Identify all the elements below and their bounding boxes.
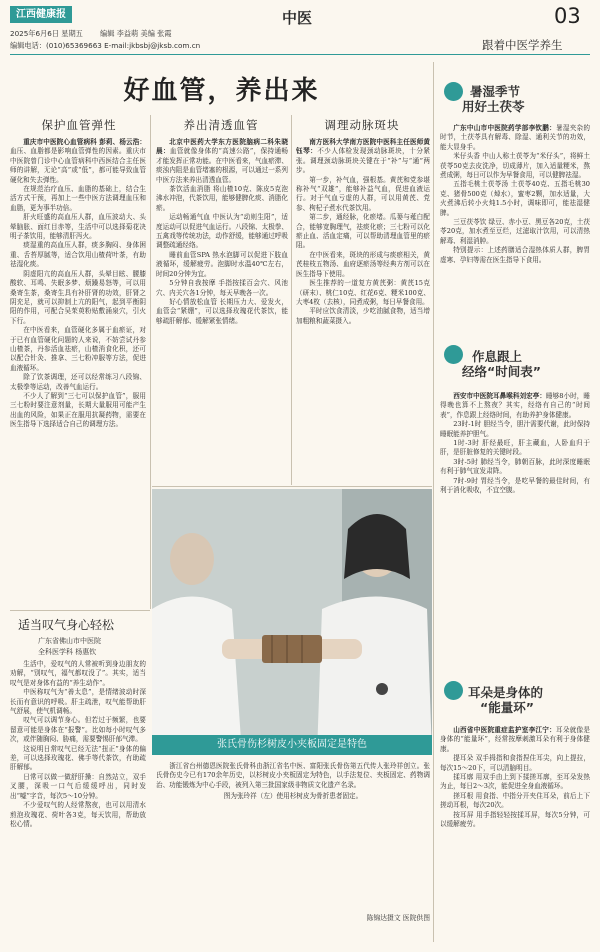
sec1-body: [440, 124, 590, 326]
paragraph: 血管就像身体的“高速公路”，保持通畅才能发挥正常功能。在中医看来，气血瘀滞、痰浊内阻是血管堵塞的根源，可以通过一系列中医方法来养出清透血管。: [156, 147, 288, 184]
paragraph: 睡够8小时，睡得晚也算不上熬夜？其实，经络有自己的“时间表”，作息跟上经络时间，有助养护身体健康。: [440, 392, 590, 419]
paragraph: 特别提示：上述药膳适合湿热体质人群，脾胃虚寒、孕妇等需在医生指导下食用。: [440, 246, 590, 264]
paragraph: 睡前血管SPA 热水泡脚可以促进下肢血液循环，缓解疲劳。泡脚时水温40℃左右，时间20分钟为宜。: [156, 250, 288, 278]
sec1-title-line2: 用好土茯苓: [462, 99, 525, 114]
paragraph: 医生推荐的一道复方黄芪粥：黄芪15克（研末）、桃仁10克、红花6克、粳米100克、大枣4枚（去核），同煮成粥，每日早餐食用。: [296, 279, 430, 306]
hotline: 编辑电话：(010)65369663 E-mail:jkbsbj@jksb.com.cn: [10, 41, 201, 50]
paragraph: 不少人体检发现颈动脉斑块，十分紧张。调理颈动脉斑块关键在于“补”与“通”两步。: [296, 147, 430, 175]
paragraph: 在中医看来，血管硬化多属于血瘀证，对于已有血管硬化问题的人来说，不妨尝试丹参山楂茶，丹参活血祛瘀，山楂消食化积，还可以配合针灸、推拿、三七粉冲服等方法，促进血液循环。: [10, 326, 146, 372]
divider: [291, 115, 292, 485]
paragraph: 米仔头香 中山人称土茯苓为“米仔头”，将鲜土茯苓50克去皮洗净，切成薄片，加入适量粳米，熬煮成粥，每日可以作为早餐食用，可以健脾祛湿。: [440, 152, 590, 180]
sec3-title: [454, 685, 543, 715]
sec2-title-line2: 经络“时间表”: [462, 364, 541, 379]
photo-caption-bar: [152, 735, 432, 755]
sec3-title-line2: “能量环”: [480, 700, 534, 715]
col3-title-text: 调理动脉斑块: [324, 118, 400, 132]
editor-line: 编辑 李益萌 美编 张霞: [100, 29, 172, 38]
col2-byline: 北京中医药大学东方医院脑病二科朱晓晨：: [156, 138, 288, 156]
paragraph: 除了饮茶调理，还可以经常练习八段锦、太极拳等运动，改善气血运行。: [10, 373, 146, 391]
paragraph: 提耳朵 双手拇指和食指捏住耳尖，向上提拉，每次15～20下，可以清脑明目。: [440, 754, 590, 772]
sec3-body: [440, 726, 590, 940]
paragraph: 3时-5时 肺经当令，肺朝百脉，此时深度睡眠有利于肺气宣发肃降。: [440, 457, 590, 476]
paragraph: 好心情放松血管 长期压力大、爱发火，血管会“紧绷”，可以选择玫瑰花代茶饮，能够疏肝解郁、缓解紧张情绪。: [156, 297, 288, 325]
paper-name: 江西健康报: [16, 9, 66, 20]
col2-title: [152, 117, 290, 133]
paragraph: 5分钟自我按摩 手指按揉百会穴、风池穴、内关穴各1分钟，每天早晚各一次。: [156, 279, 288, 297]
date-line: 2025年6月6日 星期五: [10, 29, 83, 38]
sec1-byline: 广东中山市中医院药学部李钦鹏：: [453, 124, 556, 132]
masthead: [0, 0, 600, 56]
paper-logo: [10, 6, 72, 23]
paragraph: 搓耳根 用食指、中指分开夹住耳朵，前后上下搓动耳根，每次20次。: [440, 791, 590, 810]
divider: [152, 486, 432, 487]
paragraph: 在中医看来，斑块的形成与痰瘀相关，黄芪桂枝五物汤、血府逐瘀汤等经典方剂可以在医生指导下使用。: [296, 250, 430, 278]
sec2-body: [440, 392, 590, 584]
photo-illustration: [152, 489, 432, 755]
paragraph: 第二步，通经脉，化瘀堵。瓜蒌与薤白配合，能够宽胸理气，祛痰化瘀；三七粉可以化瘀止血、活血定痛，可以帮助清理血管里的瘀阻。: [296, 213, 430, 250]
photo-description: 图为张玲祥（左）使用杉树皮为骨折患者固定。: [223, 792, 363, 801]
paragraph: 按耳屏 用手指轻轻按揉耳屏，每次5分钟，可以缓解疲劳。: [440, 810, 590, 829]
paragraph: 7时-9时 胃经当令，是吃早餐的最佳时间，有利于消化吸收，不宜空腹。: [440, 476, 590, 495]
shaw-body: [156, 762, 430, 874]
paragraph: 中医称叹气为“善太息”，是情绪波动时深长而有意识的呼吸。肝主疏泄，叹气能帮助肝气舒展，使气机调畅。: [10, 688, 146, 716]
paragraph: 日常可以做一做舒肝操：自然站立，双手叉腰，深吸一口气后缓缓呼出，同时发出“嘘”字音，每次5～10分钟。: [10, 772, 146, 800]
headline: 好血管，养出来: [123, 76, 320, 106]
column-title: 跟着中医学养生: [482, 38, 563, 52]
paragraph: 茶饮活血消脂 将山楂10克、陈皮5克泡沸水冲泡，代茶饮用，能够健脾化痰、消脂化瘀。: [156, 185, 288, 212]
col3-body: [296, 138, 430, 484]
paragraph: 三豆茯苓饮 绿豆、赤小豆、黑豆各20克，土茯苓20克，加水煮至豆烂，过滤取汁饮用，可以清热解毒、利湿消肿。: [440, 218, 590, 245]
sec3-byline: 山西省中医院重症监护室李江宁：: [453, 726, 556, 734]
sec1-title-line1: 暑湿季节: [470, 84, 521, 99]
sec2-title: [454, 349, 541, 379]
breath-title: 适当叹气身心轻松: [18, 618, 115, 632]
header-rule: [10, 54, 590, 55]
photo-credit: 陈锦达摄文 医院供图: [366, 914, 430, 922]
paragraph: 运动畅通气血 中医认为“动则生阳”，适度运动可以促进气血运行。八段锦、太极拳、五禽戏等传统功法，动作舒缓，能够通过呼吸调整疏通经络。: [156, 213, 288, 250]
breath-byline-author: 全科医学科 杨惠钦: [38, 648, 97, 656]
paragraph: 肝火旺盛的高血压人群，血压波动大、头晕脑胀、面红目赤等，生活中可以选择菊花决明子茶饮用，能够清肝泻火。: [10, 213, 146, 241]
paragraph: 23时-1时 胆经当令，胆汁需要代谢，此时保持睡眠能养护胆气。: [440, 420, 590, 438]
paragraph: 在规范治疗血压、血脂的基础上，结合生活方式干预，再加上一些中医方法调理血压和血脂，更为事半功倍。: [10, 185, 146, 212]
divider: [433, 62, 434, 942]
news-photo: [152, 489, 432, 755]
paragraph: 叹气可以调节身心。但若过于频繁，也要留意可能是身体在“报警”。比如每小时叹气多次，或伴随胸闷、胁痛，需要警惕肝郁气滞。: [10, 716, 146, 744]
sec3-title-line1: 耳朵是身体的: [468, 685, 544, 700]
paragraph: 痰湿重的高血压人群，痰多胸闷、身体困重、舌苔厚腻等，适合饮用山楂荷叶茶，有助祛湿化痰。: [10, 241, 146, 269]
breath-byline-hospital: 广东省佛山市中医院: [38, 637, 101, 645]
divider: [10, 610, 150, 611]
paragraph: 阴虚阳亢的高血压人群，头晕目眩、腰膝酸软、耳鸣、失眠多梦、烦躁易怒等，可以用桑寄生茶，桑寄生具有补肝肾的功效，肝肾之阴充足，就可以抑制上亢的阳气，起到平衡阴阳的作用，可配合吴茱萸粉贴敷涌泉穴，引火下行。: [10, 269, 146, 325]
paragraph: 血压、血脂都是影响血管弹性的因素。重庆市中医院曾门诊中心血管病科中西医结合主任医师的讲解，无论“高”或“低”，都可能导致血管硬化和失去弹性。: [10, 147, 146, 184]
paragraph: 不少爱叹气的人经常熬夜，也可以用清水煎泡玫瑰花、荷叶各3克，每天饮用，帮助放松心情。: [10, 801, 146, 828]
paragraph: 这说明日常叹气已经无法“扭正”身体的偏差，可以选择玫瑰花、佛手等代茶饮，有助疏肝解郁。: [10, 744, 146, 772]
col1-byline: 重庆市中医院心血管病科 彭莉、杨云浩：: [23, 138, 146, 146]
divider: [150, 115, 151, 609]
col3-title: [292, 117, 432, 133]
col1-body: [10, 138, 146, 608]
paragraph: 揉耳廓 用双手由上到下揉搓耳廓，至耳朵发热为止，每日2～3次，能促进全身血液循环。: [440, 773, 590, 791]
sec1-title: [454, 84, 525, 114]
photo-caption: 张氏骨伤杉树皮小夹板固定是特色: [217, 739, 367, 750]
paragraph: 五指毛桃土茯苓汤 土茯苓40克、五指毛桃30克、猪骨500克（焯水），蜜枣2颗，加水适量，大火煮沸后转小火炖1.5小时，调味即可，能祛湿健脾。: [440, 180, 590, 217]
col1-title: [10, 117, 148, 133]
sec2-byline: 西安市中医院耳鼻喉科刘宏亭：: [453, 392, 547, 400]
col2-body: [156, 138, 288, 484]
paragraph: 暑湿夹杂的时节，土茯苓具有解毒、除湿、通利关节的功效，能大显身手。: [440, 124, 590, 151]
section-label: 中医: [282, 9, 313, 27]
breath-body: [10, 660, 146, 940]
paragraph: 1时-3时 肝经最旺，肝主藏血，人卧血归于肝，是肝脏修复的关键时段。: [440, 439, 590, 457]
paragraph: 生活中，爱叹气的人常被听到身边朋友的劝解，“别叹气，福气都叹没了”。其实，适当叹气是对身体有益的“养生动作”。: [10, 660, 146, 687]
paragraph: 第一步，补气血，强根基。黄芪和党参堪称补气“双雄”，能够补益气血，促进血液运行。对于气血亏虚的人群，可以用黄芪、党参、枸杞子煮水代茶饮用。: [296, 175, 430, 212]
paragraph: 浙江省台州德恩医院张氏骨科由浙江省名中医、富阳张氏骨伤第五代传人张玲祥创立。张氏骨伤史今已有170余年历史，以杉树皮小夹板固定为特色，以手法复位、夹板固定、药物调治、功能锻炼为中心手段，被列入第三批国家级非物质文化遗产名录。: [156, 762, 430, 789]
paragraph: 耳朵就像是身体的“能量环”，经常按摩刺激耳朵有利于身体健康。: [440, 726, 590, 753]
col3-byline: 南方医科大学南方医院中医科主任医师黄钰琴：: [296, 138, 430, 156]
sec2-title-line1: 作息跟上: [472, 349, 523, 364]
paragraph: 平时应饮食清淡，少吃油腻食物，适当增加粗粮和蔬菜摄入。: [296, 307, 430, 325]
paragraph: 不少人了解到“三七可以保护血管”，服用三七粉时要注意剂量，长期大量服用可能产生出血的风险，如果正在服用抗凝药物，需要在医生指导下选择适合自己的调理方法。: [10, 391, 146, 429]
page-number: 03: [554, 4, 581, 28]
col1-title-text: 保护血管弹性: [41, 118, 117, 132]
col2-title-text: 养出清透血管: [183, 118, 259, 132]
